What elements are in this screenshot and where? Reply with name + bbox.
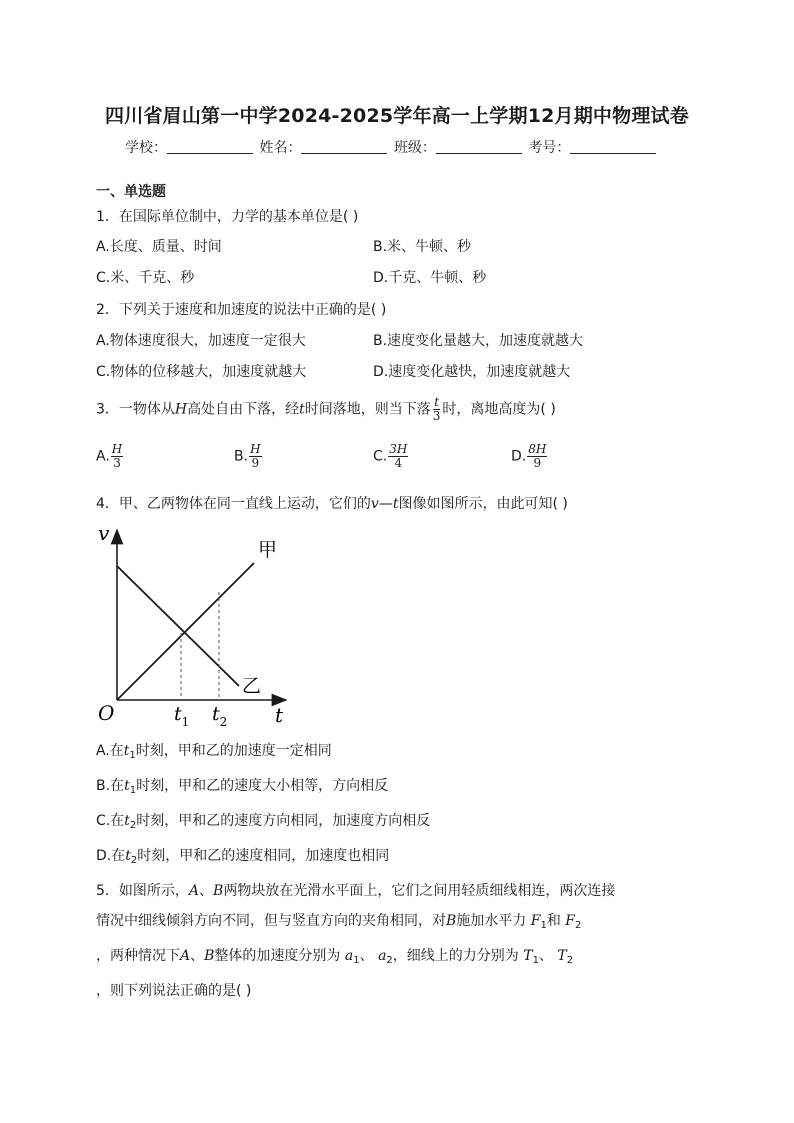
name-blank[interactable] bbox=[301, 139, 387, 154]
class-label: 班级： bbox=[393, 140, 436, 156]
question-5-line-3: ，两种情况下A、B整体的加速度分别为 $a_1$、 $a_2$，细线上的力分别为 $T_1$、 $T_2$ bbox=[96, 948, 574, 966]
q3-b-fraction: $\frac{H}{9}$ bbox=[250, 442, 261, 470]
section-heading: 一、单选题 bbox=[96, 184, 166, 200]
q3-d-fraction: $\frac{8H}{9}$ bbox=[528, 442, 547, 470]
student-info-row bbox=[125, 137, 658, 157]
q3-option-b[interactable]: B. $\frac{H}{9}$ bbox=[234, 442, 261, 470]
question-5-line-4: ，则下列说法正确的是( ) bbox=[96, 983, 252, 999]
q3-fraction: $\frac{t}{3}$ bbox=[432, 395, 441, 423]
origin-label: O bbox=[98, 701, 115, 725]
q4-option-d[interactable]: D.在$t_2$时刻，甲和乙的速度相同，加速度也相同 bbox=[96, 848, 390, 866]
question-1-stem: 1．在国际单位制中，力学的基本单位是( ) bbox=[96, 209, 359, 225]
q3-var-t: t bbox=[299, 401, 305, 418]
q4-option-b[interactable]: B.在$t_1$时刻，甲和乙的速度大小相等，方向相反 bbox=[96, 778, 389, 796]
vt-graph bbox=[94, 522, 304, 732]
q3-text-1: 3．一物体从 bbox=[96, 401, 175, 418]
q2-option-d[interactable]: D.速度变化越快，加速度就越大 bbox=[373, 364, 571, 380]
t1-label: $t_1$ bbox=[174, 703, 190, 729]
number-blank[interactable] bbox=[570, 139, 656, 154]
q3-option-d[interactable]: D. $\frac{8H}{9}$ bbox=[511, 442, 547, 470]
q3-text-3: 时间落地，则当下落 bbox=[304, 401, 431, 418]
q4-var-t: t bbox=[392, 496, 399, 512]
q3-text-2: 高处自由下落，经 bbox=[187, 401, 300, 418]
q1-option-d[interactable]: D.千克、牛顿、秒 bbox=[373, 270, 487, 286]
page-title: 四川省眉山第一中学2024-2025学年高一上学期12月期中物理试卷 bbox=[105, 105, 689, 127]
q1-option-c[interactable]: C.米、千克、秒 bbox=[96, 270, 195, 286]
q3-c-fraction: $\frac{3H}{4}$ bbox=[389, 442, 408, 470]
q3-option-c[interactable]: C. $\frac{3H}{4}$ bbox=[373, 442, 408, 470]
name-label: 姓名： bbox=[259, 140, 302, 156]
jia-label: 甲 bbox=[258, 539, 278, 561]
question-5-line-2: 情况中细线倾斜方向不同，但与竖直方向的夹角相同，对B施加水平力 $F_1$和 $F_2$ bbox=[96, 913, 582, 931]
yi-label: 乙 bbox=[242, 675, 262, 697]
q3-var-h: H bbox=[174, 401, 188, 418]
q3-text-4: 时，离地高度为( ) bbox=[442, 401, 556, 418]
school-label: 学校： bbox=[125, 140, 167, 156]
q4-option-c[interactable]: C.在$t_2$时刻，甲和乙的速度方向相同，加速度方向相反 bbox=[96, 813, 431, 831]
q1-option-a[interactable]: A.长度、质量、时间 bbox=[96, 239, 222, 255]
question-2-stem: 2．下列关于速度和加速度的说法中正确的是( ) bbox=[96, 302, 387, 318]
line-yi bbox=[117, 566, 239, 686]
number-label: 考号： bbox=[528, 140, 571, 156]
class-blank[interactable] bbox=[436, 139, 522, 154]
t-axis-label: t bbox=[275, 703, 284, 727]
q1-option-b[interactable]: B.米、牛顿、秒 bbox=[373, 239, 472, 255]
t2-label: $t_2$ bbox=[212, 703, 228, 729]
question-3-stem bbox=[96, 396, 556, 423]
question-5-line-1: 5．如图所示，A、B两物块放在光滑水平面上，它们之间用轻质细线相连，两次连接 bbox=[96, 883, 616, 899]
v-axis-label: v bbox=[98, 522, 110, 545]
question-4-stem: 4．甲、乙两物体在同一直线上运动，它们的v—t图像如图所示，由此可知( ) bbox=[96, 496, 568, 512]
q4-option-a[interactable]: A.在$t_1$时刻，甲和乙的加速度一定相同 bbox=[96, 743, 332, 761]
q2-option-a[interactable]: A.物体速度很大，加速度一定很大 bbox=[96, 333, 306, 349]
q3-a-fraction: $\frac{H}{3}$ bbox=[111, 442, 123, 470]
q4-var-v: v bbox=[370, 496, 379, 512]
q2-option-c[interactable]: C.物体的位移越大，加速度就越大 bbox=[96, 364, 307, 380]
school-blank[interactable] bbox=[167, 139, 253, 154]
q3-option-a[interactable]: A. $\frac{H}{3}$ bbox=[96, 442, 123, 470]
q2-option-b[interactable]: B.速度变化量越大，加速度就越大 bbox=[373, 333, 584, 349]
